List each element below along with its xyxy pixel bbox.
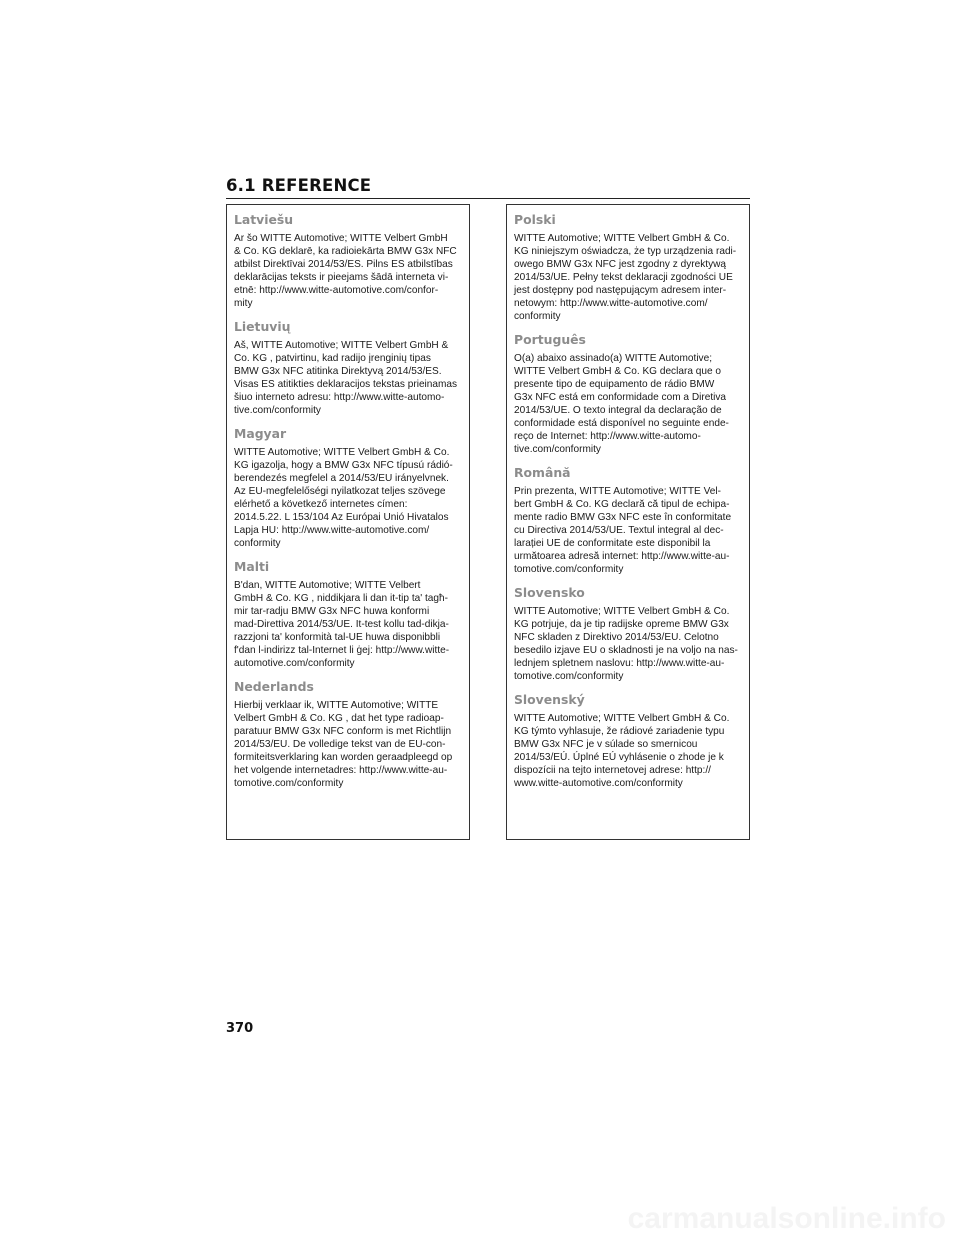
text-line: jest dostępny pod następującym adresem inter- xyxy=(514,285,727,296)
text-line: KG potrjuje, da je tip radijske opreme BMW G3x xyxy=(514,619,729,630)
text-line: automotive.com/conformity xyxy=(234,658,355,669)
right-column-box xyxy=(506,204,750,840)
language-section xyxy=(234,319,463,417)
text-line: reço de Internet: http://www.witte-automo- xyxy=(514,431,701,442)
text-line: mad-Direttiva 2014/53/UE. It-test kollu tad-dikja- xyxy=(234,619,449,630)
page-number: 370 xyxy=(226,1021,254,1036)
text-line: tomotive.com/conformity xyxy=(234,778,344,789)
text-line: šiuo interneto adresu: http://www.witte-automo- xyxy=(234,392,445,403)
text-line: 2014/53/UE. O texto integral da declaração de xyxy=(514,405,722,416)
text-line: tive.com/conformity xyxy=(234,405,321,416)
text-line: G3x NFC está em conformidade com a Diretiva xyxy=(514,392,727,403)
text-line: KG igazolja, hogy a BMW G3x NFC típusú rádió- xyxy=(234,460,453,471)
text-line: mente radio BMW G3x NFC este în conformitate xyxy=(514,512,732,523)
language-section xyxy=(234,212,463,310)
text-line: NFC skladen z Direktivo 2014/53/EU. Celotno xyxy=(514,632,719,643)
language-title: Slovenský xyxy=(514,692,585,707)
language-title: Lietuvių xyxy=(234,319,291,334)
text-line: & Co. KG deklarē, ka radioiekārta BMW G3x NFC xyxy=(234,246,457,257)
text-line: KG týmto vyhlasuje, že rádiové zariadenie typu xyxy=(514,726,725,737)
language-title: Nederlands xyxy=(234,679,314,694)
text-line: Aš, WITTE Automotive; WITTE Velbert GmbH & xyxy=(234,340,449,351)
declaration-text xyxy=(514,352,743,456)
text-line: WITTE Automotive; WITTE Velbert GmbH & Co. xyxy=(514,606,730,617)
text-line: mity xyxy=(234,298,253,309)
language-section xyxy=(514,465,743,576)
text-line: conformity xyxy=(234,538,281,549)
text-line: 2014/53/UE. Pełny tekst deklaracji zgodności UE xyxy=(514,272,733,283)
text-line: 2014/53/EÚ. Úplné EÚ vyhlásenie o zhode je k xyxy=(514,752,724,763)
declaration-text xyxy=(234,446,463,550)
text-line: Visas ES atitikties deklaracijos tekstas prieinamas xyxy=(234,379,458,390)
text-line: O(a) abaixo assinado(a) WITTE Automotive; xyxy=(514,353,713,364)
section-header xyxy=(226,176,750,199)
text-line: owego BMW G3x NFC jest zgodny z dyrektywą xyxy=(514,259,727,270)
text-line: tomotive.com/conformity xyxy=(514,671,624,682)
text-line: larației UE de conformitate este disponibil la xyxy=(514,538,711,549)
text-line: elérhető a következő internetes címen: xyxy=(234,499,408,510)
language-title: Latviešu xyxy=(234,212,294,227)
text-line: www.witte-automotive.com/conformity xyxy=(514,778,683,789)
text-line: Velbert GmbH & Co. KG , dat het type radioap- xyxy=(234,713,444,724)
language-title: Malti xyxy=(234,559,270,574)
text-line: besedilo izjave EU o skladnosti je na voljo na nas- xyxy=(514,645,738,656)
declaration-text xyxy=(234,232,463,310)
text-line: conformidade está disponível no seguinte ende- xyxy=(514,418,729,429)
language-title: Polski xyxy=(514,212,556,227)
language-section xyxy=(514,692,743,790)
declaration-text xyxy=(514,605,743,683)
text-line: BMW G3x NFC je v súlade so smernicou xyxy=(514,739,698,750)
text-line: Az EU-megfelelőségi nyilatkozat teljes szövege xyxy=(234,486,446,497)
text-line: het volgende internetadres: http://www.witte-au- xyxy=(234,765,448,776)
language-title: Magyar xyxy=(234,426,287,441)
language-section xyxy=(234,426,463,550)
text-line: f'dan l-indirizz tal-Internet li ġej: http://www.witte- xyxy=(234,645,450,656)
text-line: netowym: http://www.witte-automotive.com/ xyxy=(514,298,708,309)
declaration-text xyxy=(514,232,743,323)
language-section xyxy=(514,332,743,456)
language-title: Português xyxy=(514,332,586,347)
text-line: B'dan, WITTE Automotive; WITTE Velbert xyxy=(234,580,421,591)
text-line: cu Directiva 2014/53/UE. Textul integral al dec- xyxy=(514,525,724,536)
declaration-text xyxy=(234,699,463,790)
text-line: GmbH & Co. KG , niddikjara li dan it-tip ta' tagħ- xyxy=(234,593,448,604)
text-line: 2014.5.22. L 153/104 Az Európai Unió Hivatalos xyxy=(234,512,449,523)
header-rule xyxy=(226,198,750,199)
text-line: Co. KG , patvirtinu, kad radijo įrenginių tipas xyxy=(234,353,431,364)
text-line: WITTE Automotive; WITTE Velbert GmbH & Co. xyxy=(514,713,730,724)
declaration-text xyxy=(234,339,463,417)
text-line: tive.com/conformity xyxy=(514,444,601,455)
text-line: razzjoni ta' konformità tal-UE huwa disponibbli xyxy=(234,632,441,643)
text-line: Lapja HU: http://www.witte-automotive.com/ xyxy=(234,525,430,536)
text-line: dispozícii na tejto internetovej adrese: http:// xyxy=(514,765,711,776)
text-line: Hierbij verklaar ik, WITTE Automotive; WITTE xyxy=(234,700,439,711)
declaration-text xyxy=(514,485,743,576)
text-line: bert GmbH & Co. KG declară că tipul de echipa- xyxy=(514,499,730,510)
text-line: paratuur BMW G3x NFC conform is met Richtlijn xyxy=(234,726,452,737)
language-title: Slovensko xyxy=(514,585,585,600)
text-line: WITTE Automotive; WITTE Velbert GmbH & Co. xyxy=(514,233,730,244)
language-section xyxy=(514,212,743,323)
text-line: mir tar-radju BMW G3x NFC huwa konformi xyxy=(234,606,430,617)
text-line: Prin prezenta, WITTE Automotive; WITTE Vel- xyxy=(514,486,721,497)
text-line: Ar šo WITTE Automotive; WITTE Velbert GmbH xyxy=(234,233,448,244)
text-line: lednjem spletnem naslovu: http://www.witte-au- xyxy=(514,658,725,669)
section-title: 6.1 REFERENCE xyxy=(226,176,372,195)
text-line: BMW G3x NFC atitinka Direktyvą 2014/53/ES. xyxy=(234,366,442,377)
text-line: etnē: http://www.witte-automotive.com/confor- xyxy=(234,285,439,296)
text-line: conformity xyxy=(514,311,561,322)
text-line: tomotive.com/conformity xyxy=(514,564,624,575)
text-line: 2014/53/EU. De volledige tekst van de EU-con- xyxy=(234,739,446,750)
text-line: berendezés megfelel a 2014/53/EU irányelvnek. xyxy=(234,473,449,484)
text-line: atbilst Direktīvai 2014/53/ES. Pilns ES atbilstības xyxy=(234,259,453,270)
declaration-text xyxy=(234,579,463,670)
text-line: formiteitsverklaring kan worden geraadpleegd op xyxy=(234,752,453,763)
text-line: WITTE Velbert GmbH & Co. KG declara que o xyxy=(514,366,722,377)
text-line: WITTE Automotive; WITTE Velbert GmbH & Co. xyxy=(234,447,450,458)
text-line: următoarea adresă internet: http://www.witte-au- xyxy=(514,551,730,562)
text-line: deklarācijas teksts ir pieejams šādā interneta vi- xyxy=(234,272,449,283)
language-section xyxy=(514,585,743,683)
left-column-box xyxy=(226,204,470,840)
language-title: Română xyxy=(514,465,571,480)
language-section xyxy=(234,559,463,670)
text-line: KG niniejszym oświadcza, że typ urządzenia radi- xyxy=(514,246,737,257)
declaration-text xyxy=(514,712,743,790)
language-section xyxy=(234,679,463,790)
text-line: presente tipo de equipamento de rádio BMW xyxy=(514,379,715,390)
watermark: carmanualsonline.info xyxy=(627,1202,946,1235)
